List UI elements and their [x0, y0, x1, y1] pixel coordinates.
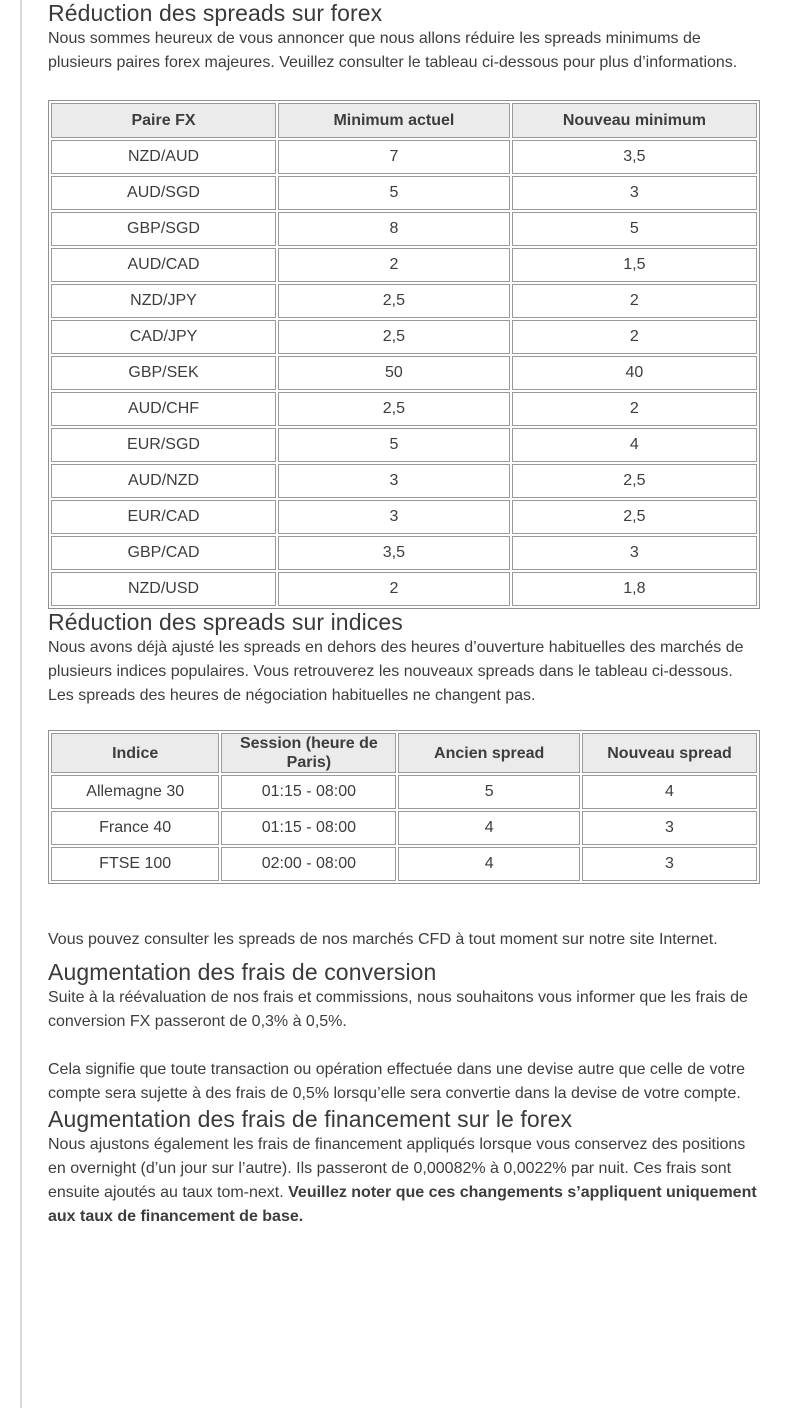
- table-cell: NZD/JPY: [51, 284, 276, 318]
- table-cell: 5: [398, 775, 580, 809]
- table-row: [51, 284, 757, 318]
- cfd-spreads-note: Vous pouvez consulter les spreads de nos marchés CFD à tout moment sur notre site Internet.: [48, 931, 718, 948]
- table-cell: 2,5: [278, 284, 510, 318]
- table-row: [51, 140, 757, 174]
- forex-spreads-heading: Réduction des spreads sur forex: [48, 0, 383, 26]
- table-cell: 2,5: [278, 392, 510, 426]
- financing-fees-heading: Augmentation des frais de financement sur le forex: [48, 1106, 573, 1132]
- table-header-row: [51, 103, 757, 138]
- table-cell: AUD/CAD: [51, 248, 276, 282]
- table-cell: 02:00 - 08:00: [221, 847, 396, 881]
- table-cell: 3: [512, 536, 757, 570]
- table-cell: 2: [278, 572, 510, 606]
- table-cell: 3,5: [278, 536, 510, 570]
- forex-spreads-table: [48, 100, 760, 609]
- table-cell: 7: [278, 140, 510, 174]
- column-header: Ancien spread: [398, 733, 580, 773]
- table-cell: GBP/SGD: [51, 212, 276, 246]
- left-border-rule: [20, 0, 22, 1408]
- table-cell: 4: [512, 428, 757, 462]
- table-row: [51, 847, 757, 881]
- table-row: [51, 428, 757, 462]
- table-row: [51, 811, 757, 845]
- article-content: [48, 0, 760, 1229]
- column-header: Nouveau spread: [582, 733, 757, 773]
- conversion-fees-paragraph-2: Cela signifie que toute transaction ou opération effectuée dans une devise autre que celle de votre compte sera sujette à des frais de 0,5% lorsqu’elle sera convertie dans la devise de votre compte.: [48, 1061, 746, 1102]
- table-row: [51, 320, 757, 354]
- conversion-fees-heading: Augmentation des frais de conversion: [48, 959, 437, 985]
- table-cell: 3: [582, 811, 757, 845]
- table-cell: AUD/CHF: [51, 392, 276, 426]
- forex-spreads-intro: Nous sommes heureux de vous annoncer que nous allons réduire les spreads minimums de plusieurs paires forex majeures. Veuillez consulter le tableau ci-dessous pour plus d’informations.: [48, 30, 738, 71]
- table-cell: 2,5: [512, 464, 757, 498]
- column-header: Nouveau minimum: [512, 103, 757, 138]
- table-cell: GBP/CAD: [51, 536, 276, 570]
- table-cell: 4: [398, 847, 580, 881]
- table-row: [51, 464, 757, 498]
- table-cell: NZD/AUD: [51, 140, 276, 174]
- indices-spreads-intro: Nous avons déjà ajusté les spreads en dehors des heures d’ouverture habituelles des marchés de plusieurs indices populaires. Vous retrouverez les nouveaux spreads dans le tableau ci-dessous. Les spreads des heures de négociation habituelles ne changent pas.: [48, 639, 744, 704]
- table-cell: 2,5: [278, 320, 510, 354]
- table-cell: 5: [512, 212, 757, 246]
- table-cell: CAD/JPY: [51, 320, 276, 354]
- table-cell: 1,8: [512, 572, 757, 606]
- table-cell: EUR/CAD: [51, 500, 276, 534]
- table-cell: France 40: [51, 811, 219, 845]
- table-cell: 2: [512, 284, 757, 318]
- table-cell: 50: [278, 356, 510, 390]
- table-cell: AUD/NZD: [51, 464, 276, 498]
- financing-fees-text: Nous ajustons également les frais de financement appliqués lorsque vous conservez des positions en overnight (d’un jour sur l’autre). Ils passeront de 0,00082% à 0,0022% par nuit. Ces frais sont ensuite ajoutés au taux tom-next.: [48, 1136, 746, 1201]
- table-cell: GBP/SEK: [51, 356, 276, 390]
- column-header: Paire FX: [51, 103, 276, 138]
- table-cell: 01:15 - 08:00: [221, 811, 396, 845]
- table-row: [51, 248, 757, 282]
- table-row: [51, 356, 757, 390]
- table-cell: 3: [278, 500, 510, 534]
- table-cell: 2: [512, 392, 757, 426]
- table-row: [51, 536, 757, 570]
- table-cell: 1,5: [512, 248, 757, 282]
- table-cell: 2: [278, 248, 510, 282]
- table-cell: 3: [582, 847, 757, 881]
- table-cell: 3: [278, 464, 510, 498]
- table-cell: 2,5: [512, 500, 757, 534]
- table-cell: 01:15 - 08:00: [221, 775, 396, 809]
- table-row: [51, 392, 757, 426]
- table-cell: 5: [278, 428, 510, 462]
- financing-fees-paragraph: [48, 1133, 760, 1229]
- indices-spreads-table: [48, 730, 760, 884]
- table-cell: 40: [512, 356, 757, 390]
- table-cell: 3,5: [512, 140, 757, 174]
- table-cell: NZD/USD: [51, 572, 276, 606]
- table-row: [51, 212, 757, 246]
- table-row: [51, 572, 757, 606]
- conversion-fees-paragraph-1: Suite à la réévaluation de nos frais et commissions, nous souhaitons vous informer que les frais de conversion FX passeront de 0,3% à 0,5%.: [48, 989, 748, 1030]
- column-header: Session (heure de Paris): [221, 733, 396, 773]
- table-cell: EUR/SGD: [51, 428, 276, 462]
- column-header: Indice: [51, 733, 219, 773]
- table-row: [51, 775, 757, 809]
- table-cell: 8: [278, 212, 510, 246]
- table-cell: 4: [398, 811, 580, 845]
- table-cell: AUD/SGD: [51, 176, 276, 210]
- table-cell: 5: [278, 176, 510, 210]
- table-row: [51, 500, 757, 534]
- table-cell: 3: [512, 176, 757, 210]
- table-header-row: [51, 733, 757, 773]
- table-cell: Allemagne 30: [51, 775, 219, 809]
- table-cell: 2: [512, 320, 757, 354]
- financing-fees-bold-note: Veuillez noter que ces changements s’appliquent uniquement aux taux de financement de base.: [48, 1184, 757, 1225]
- indices-spreads-heading: Réduction des spreads sur indices: [48, 609, 403, 635]
- column-header: Minimum actuel: [278, 103, 510, 138]
- table-row: [51, 176, 757, 210]
- table-cell: 4: [582, 775, 757, 809]
- table-cell: FTSE 100: [51, 847, 219, 881]
